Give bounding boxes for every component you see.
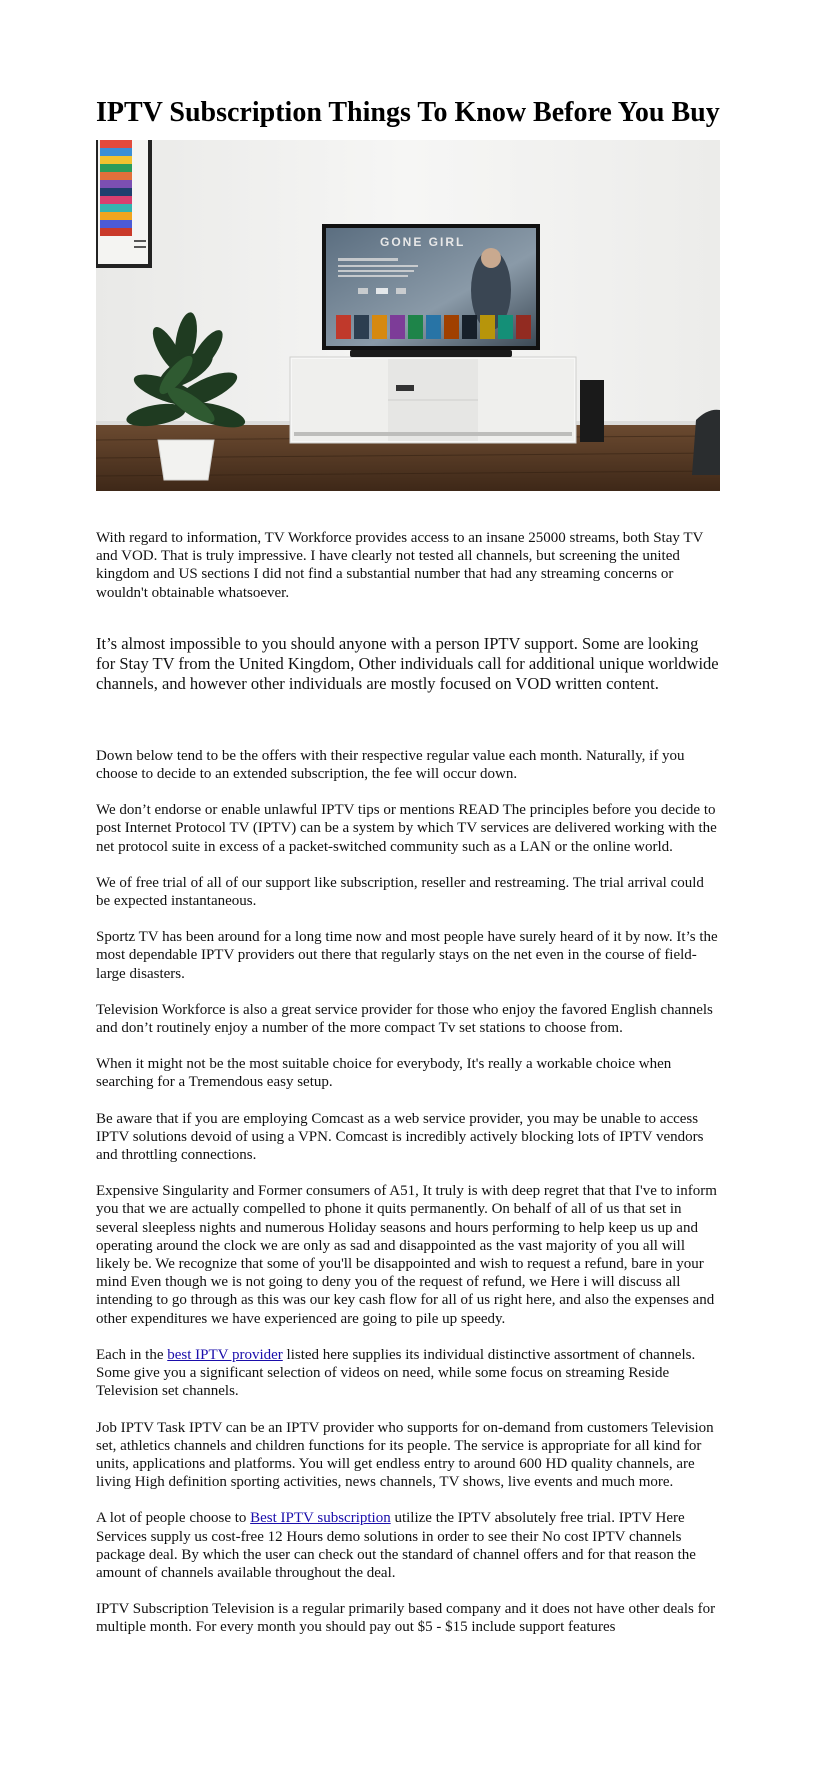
paragraph: IPTV Subscription Television is a regular primarily based company and it does not have other deals for multiple month. For every month you should pay out $5 - $15 include support features bbox=[96, 1601, 716, 1636]
paragraph: We don’t endorse or enable unlawful IPTV tips or mentions READ The principles before you decide to post Internet Protocol TV (IPTV) can be a system by which TV services are delivered working with the net protocol suite in excess of a packet-switched community such as a LAN or the online world. bbox=[96, 802, 717, 855]
paragraph: It’s almost impossible to you should anyone with a person IPTV support. Some are looking for Stay TV from the United Kingdom, Other individuals call for additional unique worldwide channels, and however other individuals are mostly focused on VOD written content. bbox=[96, 633, 719, 693]
text-after-link: listed here supplies its individual distinctive assortment of channels. Some give you a significant selection of videos on need, while some focus on streaming Reside Television set channels. bbox=[96, 1346, 696, 1400]
article bbox=[96, 0, 720, 1655]
article-title: IPTV Subscription Things To Know Before You Buy bbox=[96, 97, 720, 128]
text-after-link: utilize the IPTV absolutely free trial. IPTV Here Services supply us cost-free 12 Hours demo solutions in order to see their No cost IPTV channels package deal. By which the user can check out the standard of channel offers and for that reason the amount of channels available throughout the deal. bbox=[96, 1510, 696, 1581]
text-before-link: A lot of people choose to bbox=[96, 1510, 251, 1527]
paragraph-with-link bbox=[96, 1509, 720, 1582]
paragraph: When it might not be the most suitable choice for everybody, It's really a workable choice when searching for a Tremendous easy setup. bbox=[96, 1056, 672, 1091]
best-iptv-provider-link[interactable]: best IPTV provider bbox=[167, 1346, 283, 1363]
tv-screen-title: GONE GIRL bbox=[380, 235, 466, 249]
paragraph-with-link bbox=[96, 1346, 720, 1401]
paragraph: We of free trial of all of our support like subscription, reseller and restreaming. The trial arrival could be expected instantaneous. bbox=[96, 874, 704, 910]
best-iptv-subscription-link[interactable]: Best IPTV subscription bbox=[250, 1510, 391, 1527]
hero-image bbox=[96, 140, 720, 491]
paragraph: Television Workforce is also a great service provider for those who enjoy the favored English channels and don’t routinely enjoy a number of the more compact Tv set stations to choose from. bbox=[96, 1001, 713, 1037]
wall-poster bbox=[96, 140, 152, 268]
text-before-link: Each in the bbox=[96, 1346, 168, 1363]
paragraph: Sportz TV has been around for a long time now and most people have surely heard of it by now. It’s the most dependable IPTV providers out there that regularly stays on the net even in the course of field-large disasters. bbox=[96, 929, 718, 982]
tv-console bbox=[290, 357, 604, 443]
paragraph: Down below tend to be the offers with their respective regular value each month. Naturally, if you choose to decide to an extended subscription, the fee will occur down. bbox=[96, 747, 685, 783]
television bbox=[322, 224, 540, 357]
paragraph: Job IPTV Task IPTV can be an IPTV provider who supports for on-demand from customers Television set, athletics channels and children functions for its people. The service is appropriate for all kind for units, applications and platforms. You will get endless entry to around 600 HD quality channels, are living High definition sporting activities, news channels, TV shows, live events and much more. bbox=[96, 1419, 714, 1491]
paragraph: Be aware that if you are employing Comcast as a web service provider, you may be unable to access IPTV solutions devoid of using a VPN. Comcast is incredibly actively blocking lots of IPTV vendors and throttling connections. bbox=[96, 1110, 704, 1164]
paragraph: Expensive Singularity and Former consumers of A51, It truly is with deep regret that that I've to inform you that we are actually compelled to phone it quits permanently. On behalf of all of us that set in several sleepless nights and numerous Holiday seasons and hours performing to help keep us up and operating around the clock we are only as sad and disappointed as the vast majority of you all will likely be. We recognize that some of you'll be disappointed and wish to request a refund, bare in your mind Even though we is not going to deny you of the request of refund, we Here i will discuss all intending to go through as this was our key cash flow for all of us right here, and also the expenses and other expenditures we have experienced are going to pile up speedy. bbox=[96, 1183, 717, 1327]
paragraph: With regard to information, TV Workforce provides access to an insane 25000 streams, both Stay TV and VOD. That is truly impressive. I have clearly not tested all channels, but screening the united kingdom and US sections I did not find a substantial number that had any streaming concerns or wouldn't obtainable whatsoever. bbox=[96, 530, 704, 601]
